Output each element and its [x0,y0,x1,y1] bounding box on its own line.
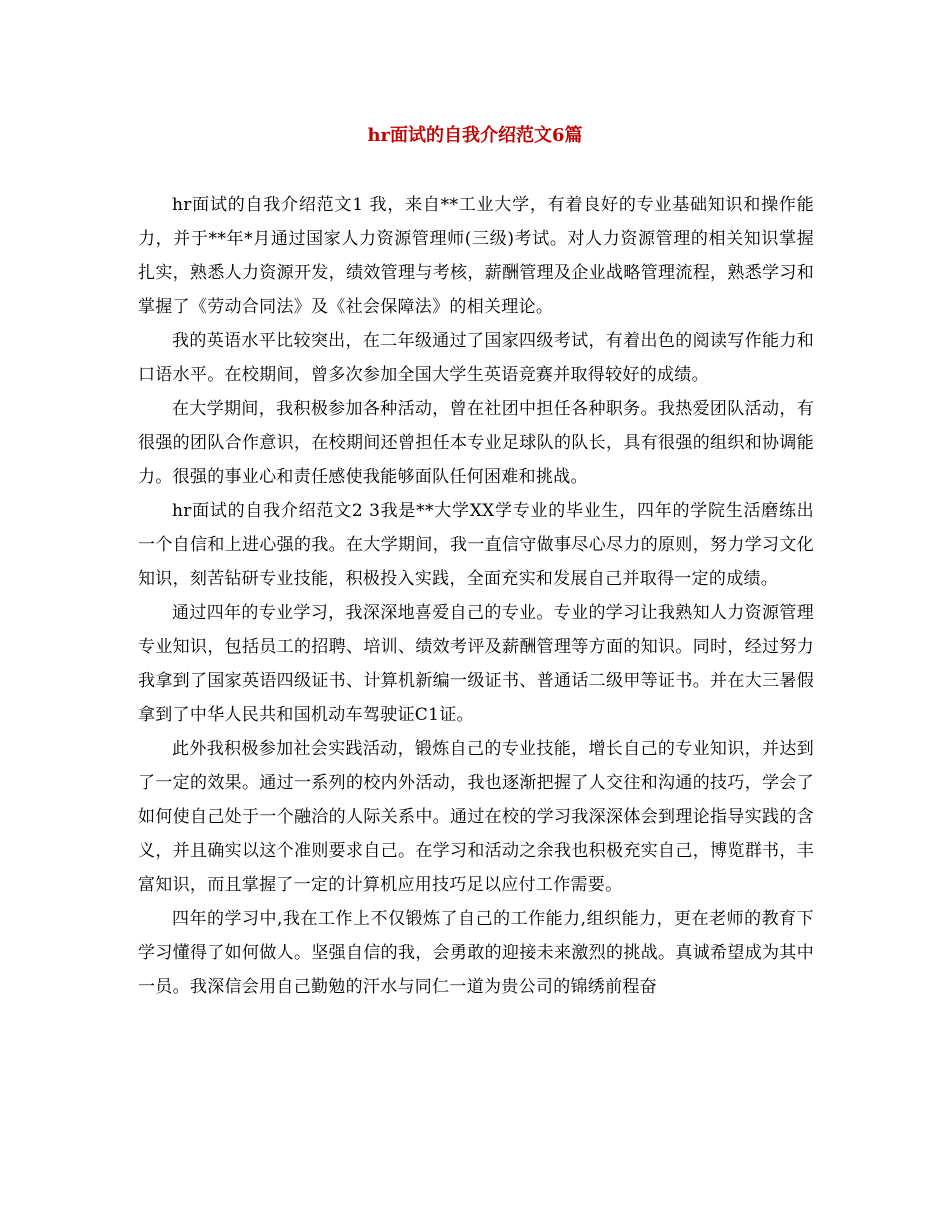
paragraph-3: 在大学期间，我积极参加各种活动，曾在社团中担任各种职务。我热爱团队活动，有很强的团队合作意识，在校期间还曾担任本专业足球队的队长，具有很强的组织和协调能力。很强的事业心和责任感使我能够面队任何困难和挑战。 [138,399,814,487]
paragraph-2: 我的英语水平比较突出，在二年级通过了国家四级考试，有着出色的阅读写作能力和口语水平。在校期间，曾多次参加全国大学生英语竞赛并取得较好的成绩。 [138,331,814,385]
paragraph-5: 通过四年的专业学习，我深深地喜爱自己的专业。专业的学习让我熟知人力资源管理专业知识，包括员工的招聘、培训、绩效考评及薪酬管理等方面的知识。同时，经过努力我拿到了国家英语四级证书、计算机新编一级证书、普通话二级甲等证书。并在大三暑假拿到了中华人民共和国机动车驾驶证C1证。 [138,603,814,725]
document-body [138,188,814,1004]
paragraph-1: hr面试的自我介绍范文1 我，来自**工业大学，有着良好的专业基础知识和操作能力，并于**年*月通过国家人力资源管理师(三级)考试。对人力资源管理的相关知识掌握扎实，熟悉人力资源开发，绩效管理与考核，薪酬管理及企业战略管理流程，熟悉学习和掌握了《劳动合同法》及《社会保障法》的相关理论。 [138,195,814,317]
document-title: hr面试的自我介绍范文6篇 [367,125,583,146]
paragraph-7: 四年的学习中,我在工作上不仅锻炼了自己的工作能力,组织能力，更在老师的教育下学习懂得了如何做人。坚强自信的我，会勇敢的迎接未来激烈的挑战。真诚希望成为其中一员。我深信会用自己勤勉的汗水与同仁一道为贵公司的锦绣前程奋 [138,909,814,997]
paragraph-6: 此外我积极参加社会实践活动，锻炼自己的专业技能，增长自己的专业知识，并达到了一定的效果。通过一系列的校内外活动，我也逐渐把握了人交往和沟通的技巧，学会了如何使自己处于一个融洽的人际关系中。通过在校的学习我深深体会到理论指导实践的含义，并且确实以这个准则要求自己。在学习和活动之余我也积极充实自己，博览群书，丰富知识，而且掌握了一定的计算机应用技巧足以应付工作需要。 [138,739,814,895]
paragraph-4: hr面试的自我介绍范文2 3我是**大学XX学专业的毕业生，四年的学院生活磨练出一个自信和上进心强的我。在大学期间，我一直信守做事尽心尽力的原则，努力学习文化知识，刻苦钻研专业技能，积极投入实践，全面充实和发展自己并取得一定的成绩。 [138,501,814,589]
